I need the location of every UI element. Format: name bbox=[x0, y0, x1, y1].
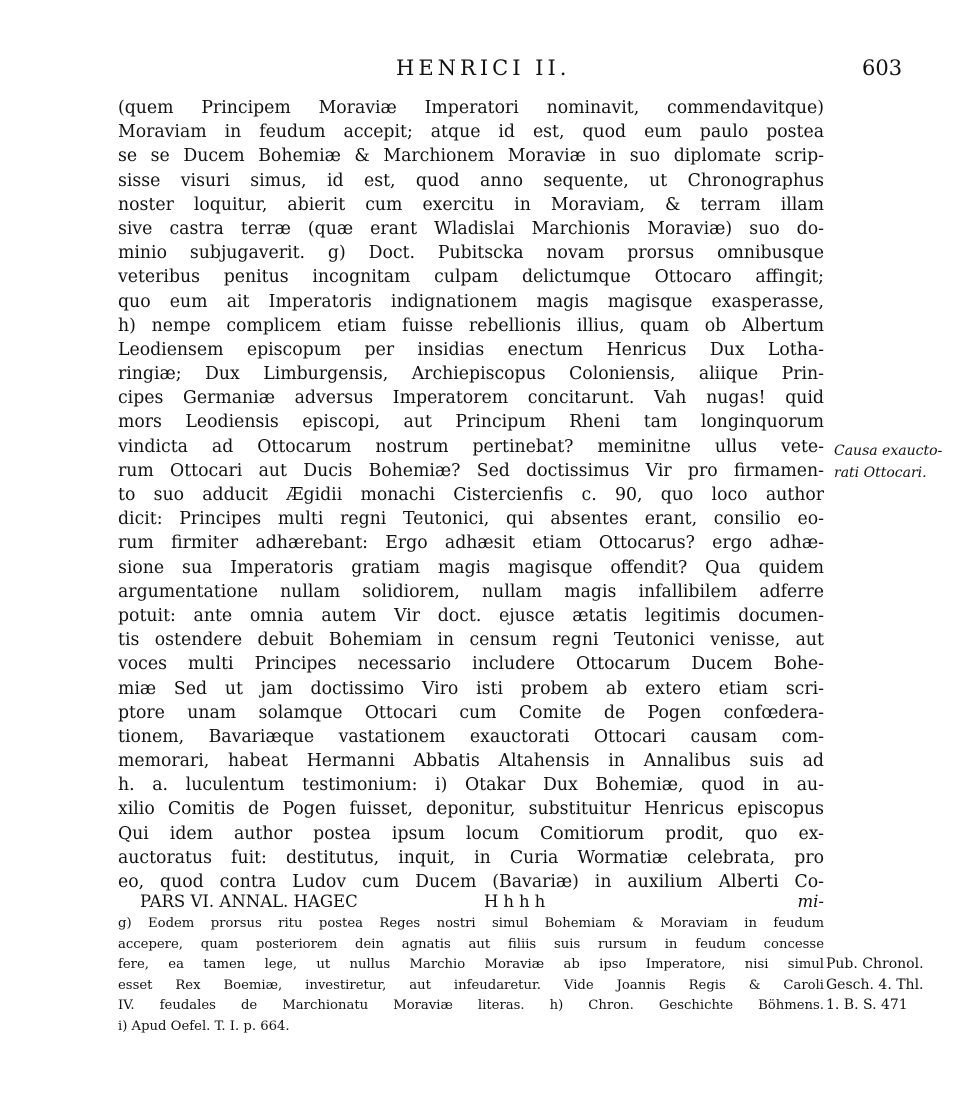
text-line: voces multi Principes necessario includere Ottocarum Ducem Bohe- bbox=[118, 654, 824, 675]
footnote-line: fere, ea tamen lege, ut nullus Marchio Moraviæ ab ipso Imperatore, nisi simul bbox=[118, 957, 824, 973]
text-line: Moraviam in feudum accepit; atque id est, quod eum paulo postea bbox=[118, 122, 824, 143]
text-line: potuit: ante omnia autem Vir doct. ejusce ætatis legitimis documen- bbox=[118, 605, 824, 626]
text-line: auctoratus fuit: destitutus, inquit, in Curia Wormatiæ celebrata, pro bbox=[118, 847, 824, 868]
footnote-line: i) Apud Oefel. T. I. p. 664. bbox=[118, 1018, 290, 1034]
text-line: h. a. luculentum testimonium: i) Otakar Dux Bohemiæ, quod in au- bbox=[118, 775, 824, 796]
text-line: minio subjugaverit. g) Doct. Pubitscka novam prorsus omnibusque bbox=[118, 243, 824, 264]
signature-mark: PARS VI. ANNAL. HAGEC bbox=[140, 892, 358, 911]
text-line: vindicta ad Ottocarum nostrum pertinebat? meminitne ullus vete- bbox=[118, 436, 824, 457]
page-number: 603 bbox=[862, 56, 903, 80]
text-line: memorari, habeat Hermanni Abbatis Altahensis in Annalibus suis ad bbox=[118, 751, 824, 772]
margin-note bbox=[834, 440, 946, 484]
text-line: tis ostendere debuit Bohemiam in censum regni Teutonici venisse, aut bbox=[118, 630, 824, 651]
text-line: eo, quod contra Ludov cum Ducem (Bavariæ) in auxilium Alberti Co- bbox=[118, 872, 824, 892]
text-line: ptore unam solamque Ottocari cum Comite de Pogen confœdera- bbox=[118, 702, 824, 723]
margin-note-line: Causa exaucto- bbox=[834, 443, 943, 459]
text-line: miæ Sed ut jam doctissimo Viro isti probem ab extero etiam scri- bbox=[118, 678, 824, 699]
text-line: h) nempe complicem etiam fuisse rebellionis illius, quam ob Albertum bbox=[118, 315, 824, 336]
footnote-margin-reference bbox=[826, 954, 950, 1016]
text-line: quo eum ait Imperatoris indignationem magis magisque exasperasse, bbox=[118, 291, 824, 312]
footnote-line: esset Rex Boemiæ, investiretur, aut infeudaretur. Vide Joannis Regis & Caroli bbox=[118, 977, 824, 993]
text-line: veteribus penitus incognitam culpam delictumque Ottocaro affingit; bbox=[118, 267, 824, 288]
text-line: Leodiensem episcopum per insidias enectum Henricus Dux Lotha- bbox=[118, 339, 824, 360]
text-line: Qui idem author postea ipsum locum Comitiorum prodit, quo ex- bbox=[118, 823, 824, 844]
text-line: se se Ducem Bohemiæ & Marchionem Moraviæ in suo diplomate scrip- bbox=[118, 146, 824, 167]
footnote-margin-line: Gesch. 4. Thl. bbox=[826, 976, 924, 993]
footnote-line: IV. feudales de Marchionatu Moraviæ literas. h) Chron. Geschichte Böhmens. bbox=[118, 998, 824, 1014]
footnote-line: g) Eodem prorsus ritu postea Reges nostri simul Bohemiam & Moraviam in feudum bbox=[118, 916, 824, 931]
footnote-margin-line: 1. B. S. 471 bbox=[826, 997, 908, 1014]
signature-line bbox=[140, 892, 824, 914]
text-line: argumentatione nullam solidiorem, nullam magis infallibilem adferre bbox=[118, 581, 824, 602]
text-line: sione sua Imperatoris gratiam magis magisque offendit? Qua quidem bbox=[118, 557, 824, 578]
text-line: rum Ottocari aut Ducis Bohemiæ? Sed doctissimus Vir pro firmamen- bbox=[118, 460, 824, 481]
text-line: sive castra terræ (quæ erant Wladislai Marchionis Moraviæ) suo do- bbox=[118, 218, 824, 239]
running-title: HENRICI II. bbox=[396, 56, 571, 80]
text-line: tionem, Bavariæque vastationem exauctorati Ottocari causam com- bbox=[118, 726, 824, 747]
signature-code: Hhhh bbox=[484, 892, 551, 911]
footnote-margin-line: Pub. Chronol. bbox=[826, 956, 924, 972]
text-line: ringiæ; Dux Limburgensis, Archiepiscopus Coloniensis, aliique Prin- bbox=[118, 364, 824, 385]
catchword: mi- bbox=[797, 892, 824, 911]
text-line: rum firmiter adhærebant: Ergo adhæsit etiam Ottocarus? ergo adhæ- bbox=[118, 533, 824, 554]
footnote-line: acceperе, quam posteriorem dein agnatis aut filiis suis rursum in feudum concesse bbox=[118, 936, 824, 952]
text-line: cipes Germaniæ adversus Imperatorem concitarunt. Vah nugas! quid bbox=[118, 388, 824, 409]
text-line: noster loquitur, abierit cum exercitu in Moraviam, & terram illam bbox=[118, 194, 824, 215]
text-line: to suo adducit Ægidii monachi Cistercienfis c. 90, quo loco author bbox=[118, 485, 824, 505]
text-line: sisse visuri simus, id est, quod anno sequente, ut Chronographus bbox=[118, 170, 824, 191]
body-text bbox=[118, 96, 824, 894]
text-line: xilio Comitis de Pogen fuisset, deponitur, substituitur Henricus episcopus bbox=[118, 799, 824, 820]
footnotes bbox=[118, 914, 824, 1038]
text-line: mors Leodiensis episcopi, aut Principum Rheni tam longinquorum bbox=[118, 412, 824, 433]
text-line: (quem Principem Moraviæ Imperatori nominavit, commendavitque) bbox=[118, 98, 824, 118]
text-line: dicit: Principes multi regni Teutonici, qui absentes erant, consilio eo- bbox=[118, 509, 824, 530]
margin-note-line: rati Ottocari. bbox=[834, 465, 927, 481]
